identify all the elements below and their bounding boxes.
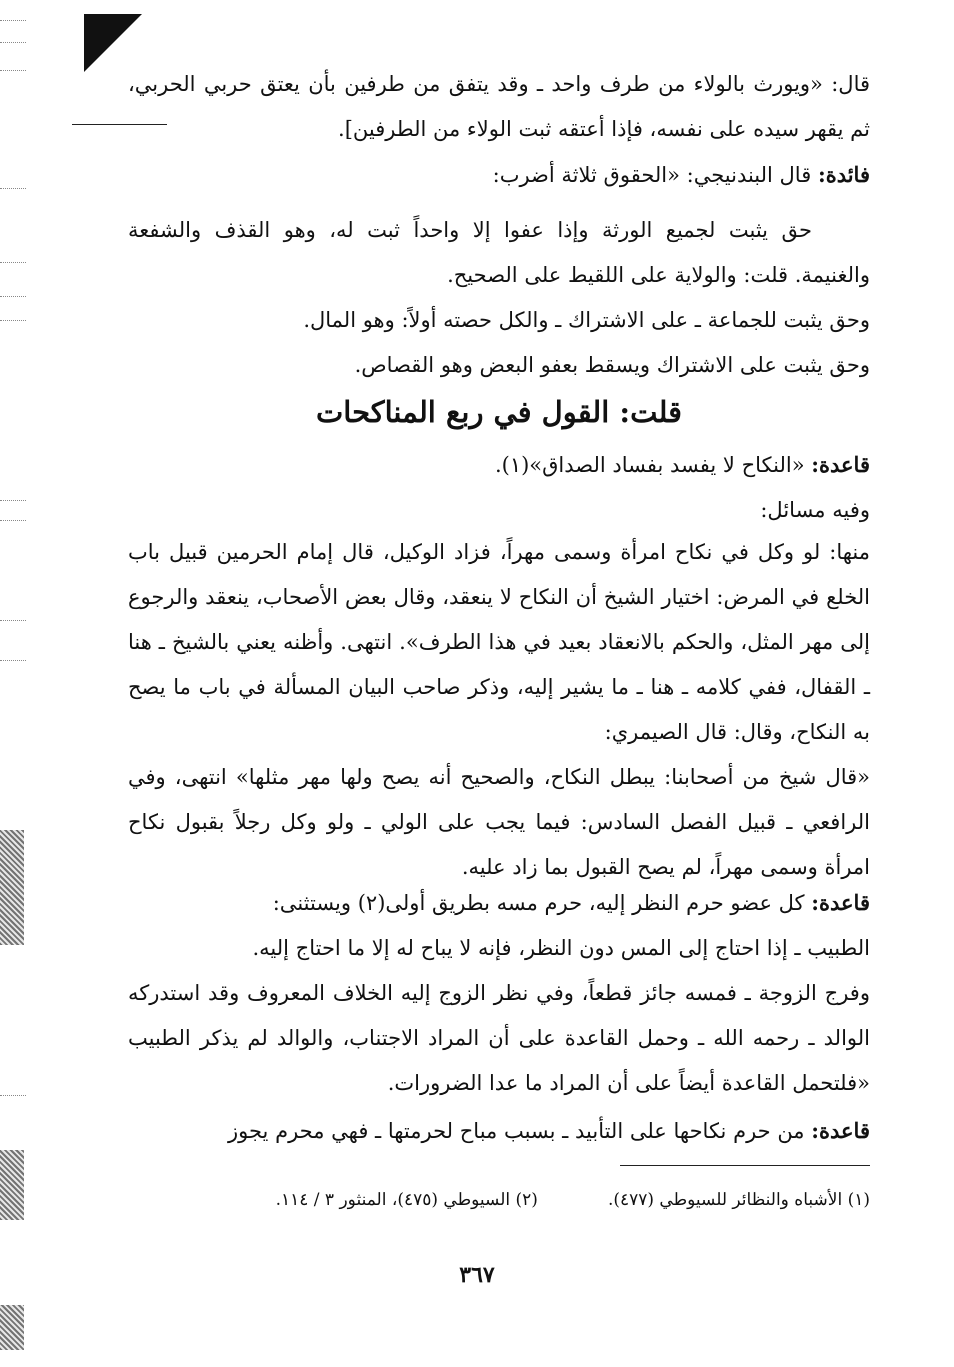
footnote-rule	[620, 1165, 870, 1166]
faida-block	[128, 152, 870, 198]
faida-label: فائدة:	[817, 162, 870, 187]
qaida-text: كل عضو حرم النظر إليه، حرم مسه بطريق أولى(٢) ويستثنى:	[272, 891, 805, 915]
opening-quote-block	[128, 62, 870, 152]
footnote: (١) الأشباه والنظائر للسيوطي (٤٧٧).	[607, 1190, 870, 1210]
scan-edge-artifacts	[0, 0, 26, 1367]
paragraph: منها: لو وكل في نكاح امرأة وسمى مهراً، فزاد الوكيل، قال إمام الحرمين قبيل باب الخلع في المرض: اختيار الشيخ أن النكاح لا ينعقد، وقال بعض الأصحاب، ينعقد والرجوع إلى مهر المثل، والحكم بالانعقاد بعيد في هذا الطرف». انتهى. وأظنه يعني بالشيخ ـ هنا ـ القفال، ففي كلامه ـ هنا ـ ما يشير إليه، وذكر صاحب البيان المسألة في باب ما يصح به النكاح، وقال: قال الصيمري:	[128, 540, 870, 744]
wafihi-line: وفيه مسائل:	[760, 498, 870, 522]
paragraph: قال: «ويورث بالولاء من طرف واحد ـ وقد يتفق من طرفين بأن يعتق حربي الحربي، ثم يقهر سيده على نفسه، فإذا أعتقه ثبت الولاء من الطرفين].	[128, 72, 870, 141]
qaida-label: قاعدة:	[811, 452, 870, 477]
rights-item: وحق يثبت للجماعة ـ على الاشتراك ـ والكل حصته أولاً: وهو المال.	[303, 308, 870, 332]
paragraph: وفرج الزوجة ـ فمسه جائز قطعاً، وفي نظر الزوج إليه الخلاف المعروف وقد استدركه الوالد ـ رحمه الله ـ وحمل القاعدة على أن المراد الاجتناب، والوالد لم يذكر الطبيب «فلتحمل القاعدة أيضاً على أن المراد ما عدا الضرورات.	[128, 981, 870, 1095]
paragraph: «قال شيخ من أصحابنا: يبطل النكاح، والصحيح أنه يصح ولها مهر مثلها» انتهى، وفي الرافعي ـ قبيل الفصل السادس: فيما يجب على الولي ـ ولو وكل رجلاً بقبول نكاح امرأة وسمى مهراً، لم يصح القبول بما زاد عليه.	[128, 765, 870, 879]
rights-list	[128, 208, 870, 388]
qaida-text: «النكاح لا يفسد بفساد الصداق»(١).	[494, 453, 805, 477]
rights-item: وحق يثبت على الاشتراك ويسقط بعفو البعض وهو القصاص.	[354, 353, 870, 377]
footnote: (٢) السيوطي (٤٧٥)، المنثور ٣ / ١١٤.	[275, 1190, 538, 1210]
qaida3-block	[128, 1108, 870, 1154]
footnotes	[276, 1190, 870, 1210]
qaida1-block	[128, 442, 870, 533]
rights-item: حق يثبت لجميع الورثة وإذا عفوا إلا واحداً ثبت له، وهو القذف والشفعة والغنيمة. قلت: والولاية على اللقيط على الصحيح.	[128, 218, 870, 287]
qaida-text: من حرم نكاحها على التأبيد ـ بسبب مباح لحرمتها ـ فهي محرم يجوز	[228, 1119, 805, 1143]
qaida2-block	[128, 880, 870, 1106]
qaida-label: قاعدة:	[811, 890, 870, 915]
paragraph: الطبيب ـ إذا احتاج إلى المس دون النظر، فإنه لا يباح له إلا ما احتاج إليه.	[252, 936, 870, 960]
qaida-label: قاعدة:	[811, 1118, 870, 1143]
faida-text: قال البندنيجي: «الحقوق ثلاثة أضرب:	[492, 163, 812, 187]
section-heading: قلت: القول في ربع المناكحات	[315, 395, 683, 429]
page-number: ٣٦٧	[459, 1262, 495, 1288]
minha-block	[128, 530, 870, 890]
